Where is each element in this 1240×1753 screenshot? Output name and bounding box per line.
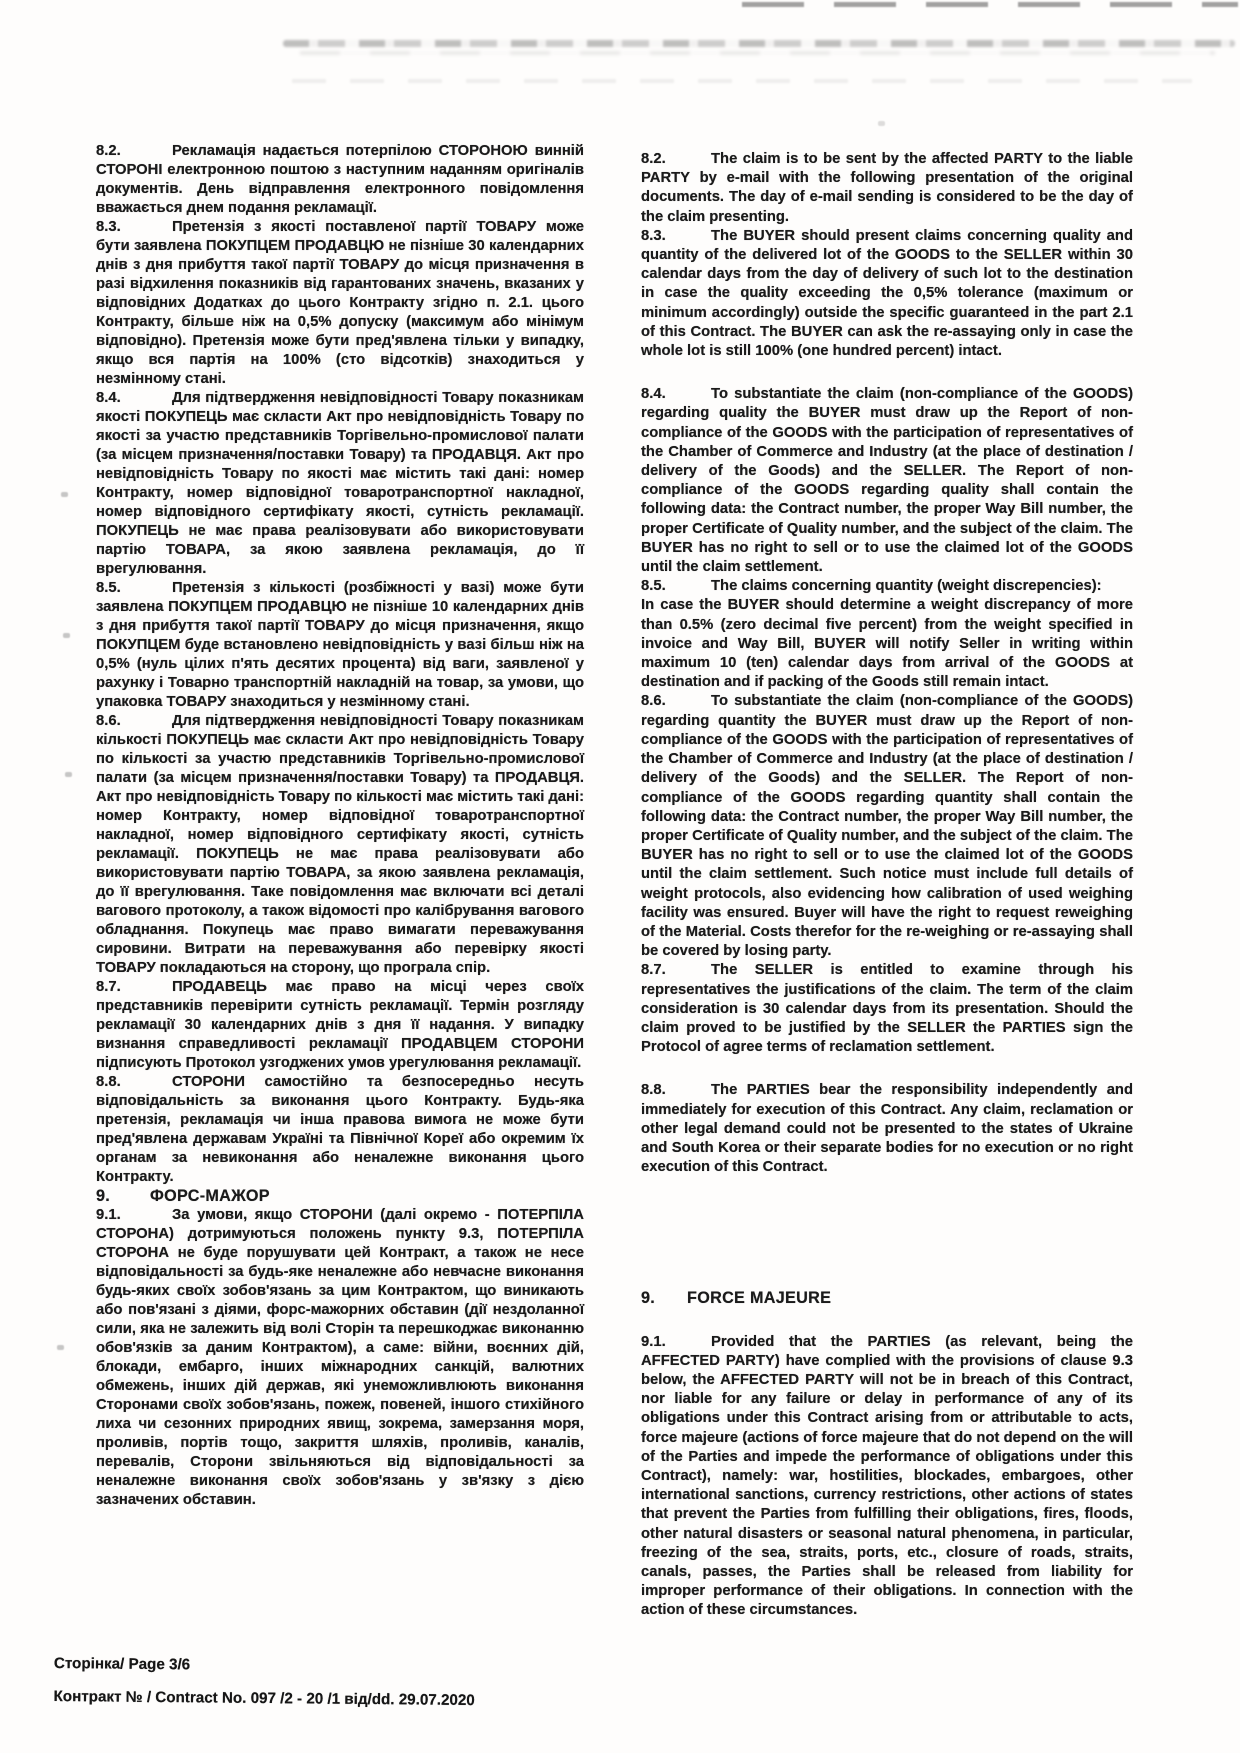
clause-9-1 (641, 1333, 1133, 1621)
footer-contract-number: Контракт № / Contract No. 097 /2 - 20 /1 від/dd. 29.07.2020 (53, 1687, 475, 1710)
clause-number: 8.6. (96, 713, 121, 729)
clause-8-8 (96, 1073, 584, 1187)
clause-number: 8.4. (96, 390, 121, 406)
section-heading-9 (96, 1187, 584, 1206)
clause-8-8 (641, 1081, 1133, 1177)
scan-artifact-speck (57, 1345, 64, 1350)
clause-text: The claims concerning quantity (weight discrepencies): (711, 578, 1102, 595)
clause-text: The claim is to be sent by the affected PARTY to the liable PARTY by e-mail with the following presentation of the original documents. The day of e-mail sending is considered to be the day of the claim presenting. (641, 151, 1133, 225)
page-footer (53, 1652, 475, 1713)
clause-number: 8.6. (641, 693, 666, 710)
clause-text: Претензія з якості поставленої партії ТОВАРУ може бути заявлена ПОКУПЦЕМ ПРОДАВЦЮ не пізніше 30 календарних днів з дня прибуття такої партії ТОВАРУ до місця призначення в разі відхилення показників від гарантованих значень, вказаних у відповідних Додатках до цього Контракту згідно п. 2.1. цього Контракту, більше ніж на 0,5% допуску (максимум або мінімум відповідно). Претензія може бути пред'явлена тільки у випадку, якщо вся партія на 100% (сто відсотків) знаходиться у незмінному стані. (96, 219, 584, 387)
footer-page-number: Сторінка/ Page 3/6 (53, 1654, 191, 1674)
clause-number: 9.1. (641, 1333, 666, 1350)
clause-text: За умови, якщо СТОРОНИ (далі окремо - ПОТЕРПІЛА СТОРОНА) дотримуються положень пункту 9.3, ПОТЕРПІЛА СТОРОНА не буде порушувати цей Контракт, а також не несе відповідальності за будь-яке неналежне або невчасне виконання будь-яких своїх зобов'язань за цим Контрактом, що виникають або пов'язані з діями, форс-мажорних обставин (дії нездоланної сили, яка не залежить від волі Сторін та перешкоджає виконанню обов'язків за даним Контрактом), а саме: війни, воєнних дій, блокади, ембарго, інших міжнародних санкцій, валютних обмежень, інших дій держав, які унеможливлюють виконання Сторонами своїх зобов'язань, пожеж, повеней, іншого стихійного лиха чи сезонних природних явищ, зокрема, замерзання моря, проливів, портів тощо, закриття шляхів, проливів, каналів, перевалів, Сторони звільняються від відповідальності за неналежне виконання своїх зобов'язань у зв'язку з дією зазначених обставин. (96, 1207, 584, 1508)
clause-text: The BUYER should present claims concerning quality and quantity of the delivered lot of the GOODS to the SELLER within 30 calendar days from the day of delivery of such lot to the destination in case the quality exceeding the 0,5% tolerance (maximum or minimum accordingly) outside the specific guaranteed in the part 2.1 of this Contract. The BUYER can ask the re-assaying only in case the whole lot is still 100% (one hundred percent) intact. (641, 227, 1133, 360)
clause-number: 9. (96, 1187, 111, 1205)
clause-number: 8.5. (96, 580, 121, 596)
clause-8-3 (96, 218, 584, 389)
clause-text: СТОРОНИ самостійно та безпосередньо несуть відповідальність за виконання цього Контракту. Будь-яка претензія, рекламація чи інша правова вимога не може бути пред'явлена державам Україні та Північної Кореї або окремим їх органам за невиконання або неналежне виконання цього Контракту. (96, 1074, 584, 1185)
scan-artifact-streak (300, 51, 1215, 55)
clause-text: Для підтвердження невідповідності Товару показникам якості ПОКУПЕЦЬ має скласти Акт про невідповідність Товару по якості за участю представників Торгівельно-промислової палати (за місцем призначення/поставки Товару) та ПРОДАВЦЯ. Акт про невідповідність Товару по якості має містить такі дані: номер Контракту, номер відповідної товаротранспортної накладної, номер відповідного сертифікату якості, сутність рекламації. ПОКУПЕЦЬ не має права реалізовувати або використовувати партію ТОВАРА, за якою заявлена рекламація, до її врегулювання. (96, 390, 584, 577)
clause-number: 8.2. (96, 143, 121, 159)
clause-8-3 (641, 227, 1133, 361)
section-heading-9 (641, 1289, 1133, 1308)
clause-number: 8.8. (96, 1074, 121, 1090)
clause-number: 8.2. (641, 151, 666, 167)
clause-number: 8.3. (96, 219, 121, 235)
clause-number: 9. (641, 1289, 656, 1308)
clause-text: Рекламація надається потерпілою СТОРОНОЮ винній СТОРОНІ електронною поштою з наступним наданням оригіналів документів. День відправлення електронного повідомлення вважається днем подання рекламації. (96, 143, 584, 216)
clause-number: 8.8. (641, 1082, 666, 1099)
clause-text-continued: In case the BUYER should determine a weight discrepancy of more than 0.5% (zero decimal five percent) from the weight specified in invoice and Way Bill, BUYER will notify Seller in writing within maximum 10 (ten) calendar days from arrival of the GOODS at destination and if packing of the Goods still remain intact. (641, 597, 1133, 691)
clause-8-5 (641, 577, 1133, 692)
section-title: ФОРС-МАЖОР (150, 1187, 270, 1205)
scan-artifact-speck (878, 121, 885, 126)
clause-number: 8.7. (641, 962, 666, 979)
contract-column-ukrainian (96, 142, 584, 1510)
clause-8-5 (96, 579, 584, 712)
clause-8-4 (96, 389, 584, 579)
clause-text: To substantiate the claim (non-compliance of the GOODS) regarding quantity the BUYER must draw up the Report of non-compliance of the GOODS with the participation of representatives of the Chamber of Commerce and Industry (at the place of destination / delivery of the Goods) and the SELLER. The Report of non-compliance of the GOODS regarding quantity shall contain the following data: the Contract number, the proper Way Bill number, the proper Certificate of Quality number, and the subject of the claim. The BUYER has no right to sell or to use the claimed lot of the GOODS until the claim settlement. Such notice must include full details of weight protocols, also evidencing how calibration of used weighing facility was ensured. Buyer will have the right to request reweighing of the Material. Costs therefor for the re-weighing or re-assaying shall be covered by losing party. (641, 693, 1133, 960)
section-title: FORCE MAJEURE (687, 1289, 832, 1308)
clause-text: Претензія з кількості (розбіжності у вазі) може бути заявлена ПОКУПЦЕМ ПРОДАВЦЮ не пізніше 10 календарних днів з дня прибуття такої партії ТОВАРУ до місця призначення, якщо ПОКУПЦЕМ буде встановлено невідповідність у вазі більш ніж на 0,5% (нуль цілих п'ять десятих процента) від ваги, заявленої у рахунку і Товарно транспортній накладній на товар, за умови, що упаковка ТОВАРУ знаходиться у незмінному стані. (96, 580, 584, 710)
clause-text: Provided that the PARTIES (as relevant, being the AFFECTED PARTY) have complied with the provisions of clause 9.3 below, the AFFECTED PARTY will not be in breach of this Contract, nor liable for any failure or delay in performance of any of its obligations under this Contract arising from or attributable to acts, force majeure (actions of force majeure that do not depend on the will of the Parties and impede the performance of obligations under this Contract), namely: war, hostilities, blockades, embargoes, other international sanctions, currency restrictions, other actions of states that prevent the Parties from fulfilling their obligations, fires, floods, other natural disasters or seasonal natural phenomena, in particular, freezing of the sea, straits, ports, etc., closure of roads, straits, canals, passes, the Parties shall be released from liability for improper performance of their obligations. In connection with the action of these circumstances. (641, 1333, 1133, 1619)
clause-8-4 (641, 385, 1133, 577)
contract-column-english (641, 150, 1133, 1621)
clause-number: 8.7. (96, 979, 121, 995)
clause-9-1 (96, 1206, 584, 1510)
scan-artifact-speck (63, 633, 70, 638)
scan-artifact-speck (65, 772, 72, 777)
scan-artifact-streak (283, 40, 1235, 47)
clause-text: ПРОДАВЕЦЬ має право на місці через своїх представників перевірити сутність рекламації. Термін розгляду рекламації 30 календарних днів з дня її надання. У випадку визнання справедливості рекламації ПРОДАВЦЕМ СТОРОНИ підписують Протокол узгоджених умов урегулювання рекламації. (96, 979, 584, 1071)
clause-text: The PARTIES bear the responsibility independently and immediately for execution of this Contract. Any claim, reclamation or other legal demand could not be presented to the states of Ukraine and South Korea or their separate bodies for no execution or no right execution of this Contract. (641, 1082, 1133, 1176)
clause-number: 9.1. (96, 1207, 121, 1223)
clause-number: 8.4. (641, 386, 666, 403)
clause-number: 8.3. (641, 227, 666, 244)
clause-8-6 (96, 712, 584, 978)
clause-8-6 (641, 692, 1133, 961)
clause-text: To substantiate the claim (non-compliance of the GOODS) regarding quality the BUYER must draw up the Report of non-compliance of the GOODS with the participation of representatives of the Chamber of Commerce and Industry (at the place of destination / delivery of the Goods) and the SELLER. The Report of non-compliance of the GOODS regarding quality shall contain the following data: the Contract number, the proper Way Bill number, the proper Certificate of Quality number, and the subject of the claim. The BUYER has no right to sell or to use the claimed lot of the GOODS until the claim settlement. (641, 386, 1133, 576)
clause-8-7 (641, 961, 1133, 1057)
scan-artifact-speck (61, 492, 68, 497)
clause-text: Для підтвердження невідповідності Товару показникам кількості ПОКУПЕЦЬ має скласти Акт про невідповідність Товару по кількості за участю представників Торгівельно-промислової палати (за місцем призначення/поставки Товару) та ПРОДАВЦЯ. Акт про невідповідність Товару по кількості має містить такі дані: номер Контракту, номер відповідної товаротранспортної накладної, номер відповідного сертифікату якості, сутність рекламації. ПОКУПЕЦЬ не має права реалізовувати або використовувати партію ТОВАРА, за якою заявлена рекламація, до її врегулювання. Таке повідомлення має включати всі деталі вагового протоколу, а також відомості про калібрування вагового обладнання. Покупець має право вимагати переважування сировини. Витрати на переважування або перевірку якості ТОВАРУ покладаються на сторону, що програла спір. (96, 713, 585, 976)
clause-8-2 (641, 150, 1133, 227)
scan-artifact-top-edge (742, 2, 1238, 7)
scan-artifact-streak (292, 79, 1192, 83)
clause-number: 8.5. (641, 578, 666, 595)
clause-8-2 (96, 142, 584, 218)
clause-8-7 (96, 978, 584, 1073)
clause-text: The SELLER is entitled to examine through his representatives the justifications of the claim. The term of the claim consideration is 30 calendar days from its presentation. Should the claim proved to be justified by the SELLER the PARTIES sign the Protocol of agree terms of reclamation settlement. (641, 962, 1133, 1056)
